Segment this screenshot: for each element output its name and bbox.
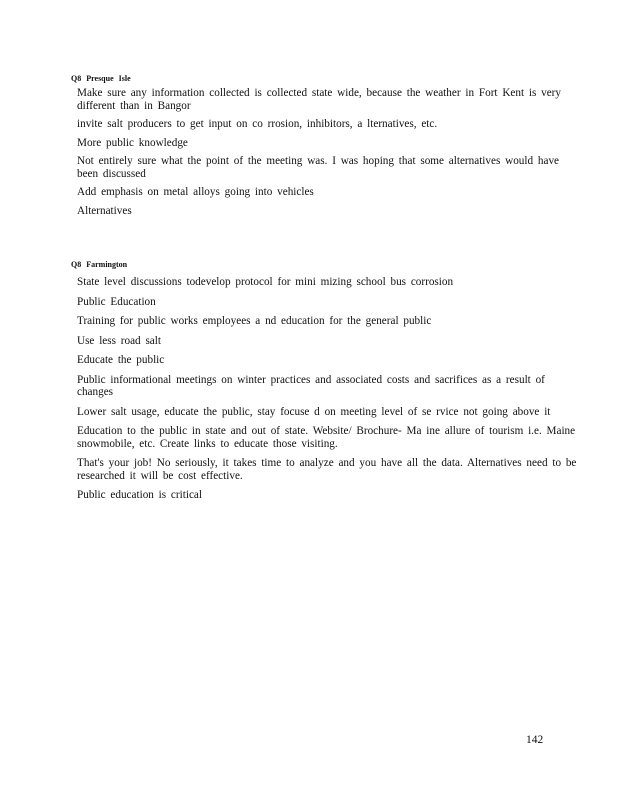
section-farmington: [0, 260, 618, 502]
response-item: That's your job! No seriously, it takes time to analyze and you have all the data. Alternatives need to be researched it will be cost effective.: [77, 457, 577, 482]
response-item: Public education is critical: [77, 489, 202, 501]
response-item: invite salt producers to get input on co rrosion, inhibitors, a lternatives, etc.: [77, 118, 438, 130]
response-item: Use less road salt: [77, 334, 161, 347]
response-item: Public informational meetings on winter practices and associated costs and sacrifices as a result of changes: [77, 373, 545, 398]
response-item: Not entirely sure what the point of the meeting was. I was hoping that some alternatives would have been discussed: [77, 155, 560, 180]
response-item: Make sure any information collected is collected state wide, because the weather in Fort Kent is very different than in Bangor: [77, 87, 562, 112]
page-number: 142: [526, 734, 544, 746]
response-item: Lower salt usage, educate the public, stay focuse d on meeting level of se rvice not going above it: [77, 405, 551, 418]
response-item: State level discussions todevelop protocol for mini mizing school bus corrosion: [77, 276, 454, 288]
section-heading: Q8 Farmington: [71, 259, 128, 270]
response-item: Alternatives: [77, 204, 132, 217]
response-item: More public knowledge: [77, 136, 188, 149]
response-item: Training for public works employees a nd education for the general public: [77, 315, 432, 327]
response-item: Education to the public in state and out of state. Website/ Brochure- Ma ine allure of tourism i.e. Maine snowmobile, etc. Create links to educate those visiting.: [77, 425, 576, 450]
response-item: Educate the public: [77, 354, 165, 366]
section-heading: Q8 Presque Isle: [71, 73, 131, 84]
response-item: Public Education: [77, 295, 156, 308]
response-item: Add emphasis on metal alloys going into vehicles: [77, 186, 314, 198]
section-presque-isle: [0, 74, 618, 217]
